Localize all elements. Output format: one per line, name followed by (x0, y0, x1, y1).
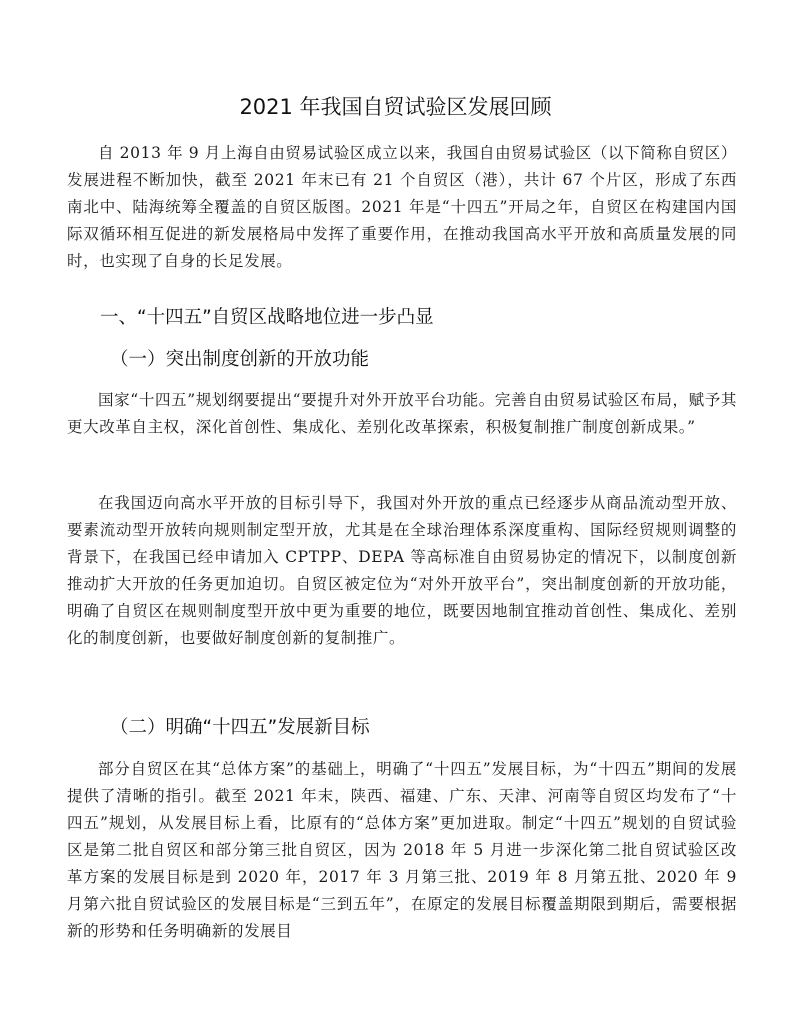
document-title: 2021 年我国自贸试验区发展回顾 (239, 95, 552, 119)
subsection-2-heading: （二）明确“十四五”发展新目标 (110, 717, 370, 738)
subsection-1-paragraph-1: 国家“十四五”规划纲要提出“要提升对外开放平台功能。完善自由贸易试验区布局，赋予其更大改革自主权，深化首创性、集成化、差别化改革探索，积极复制推广制度创新成果。” (67, 391, 737, 436)
subsection-1-heading: （一）突出制度创新的开放功能 (110, 349, 370, 370)
subsection-2-paragraph-1: 部分自贸区在其“总体方案”的基础上，明确了“十四五”发展目标，为“十四五”期间的发展提供了清晰的指引。截至 2021 年末，陕西、福建、广东、天津、河南等自贸区均发布了“十四五”规划，从发展目标上看，比原有的“总体方案”更加进取。制定“十四五”规划的自贸试验区是第二批自贸区和部分第三批自贸区，因为 2018 年 5 月进一步深化第二批自贸试验区改革方案的发展目标是到 2020 年，2017 年 3 月第三批、2019 年 8 月第五批、2020 年 9 月第六批自贸试验区的发展目标是“三到五年”，在原定的发展目标覆盖期限到期后，需要根据新的形势和任务明确新的发展目 (67, 760, 737, 940)
section-1-heading: 一、“十四五”自贸区战略地位进一步凸显 (100, 307, 434, 328)
subsection-1-paragraph-2: 在我国迈向高水平开放的目标引导下，我国对外开放的重点已经逐步从商品流动型开放、要素流动型开放转向规则制定型开放，尤其是在全球治理体系深度重构、国际经贸规则调整的背景下，在我国已经申请加入 CPTPP、DEPA 等高标准自由贸易协定的情况下，以制度创新推动扩大开放的任务更加迫切。自贸区被定位为“对外开放平台”，突出制度创新的开放功能，明确了自贸区在规则制度型开放中更为重要的地位，既要因地制宜推动首创性、集成化、差别化的制度创新，也要做好制度创新的复制推广。 (67, 494, 737, 647)
intro-paragraph: 自 2013 年 9 月上海自由贸易试验区成立以来，我国自由贸易试验区（以下简称自贸区）发展进程不断加快，截至 2021 年末已有 21 个自贸区（港），共计 67 个片区，形成了东西南北中、陆海统筹全覆盖的自贸区版图。2021 年是“十四五”开局之年，自贸区在构建国内国际双循环相互促进的新发展格局中发挥了重要作用，在推动我国高水平开放和高质量发展的同时，也实现了自身的长足发展。 (67, 144, 737, 270)
